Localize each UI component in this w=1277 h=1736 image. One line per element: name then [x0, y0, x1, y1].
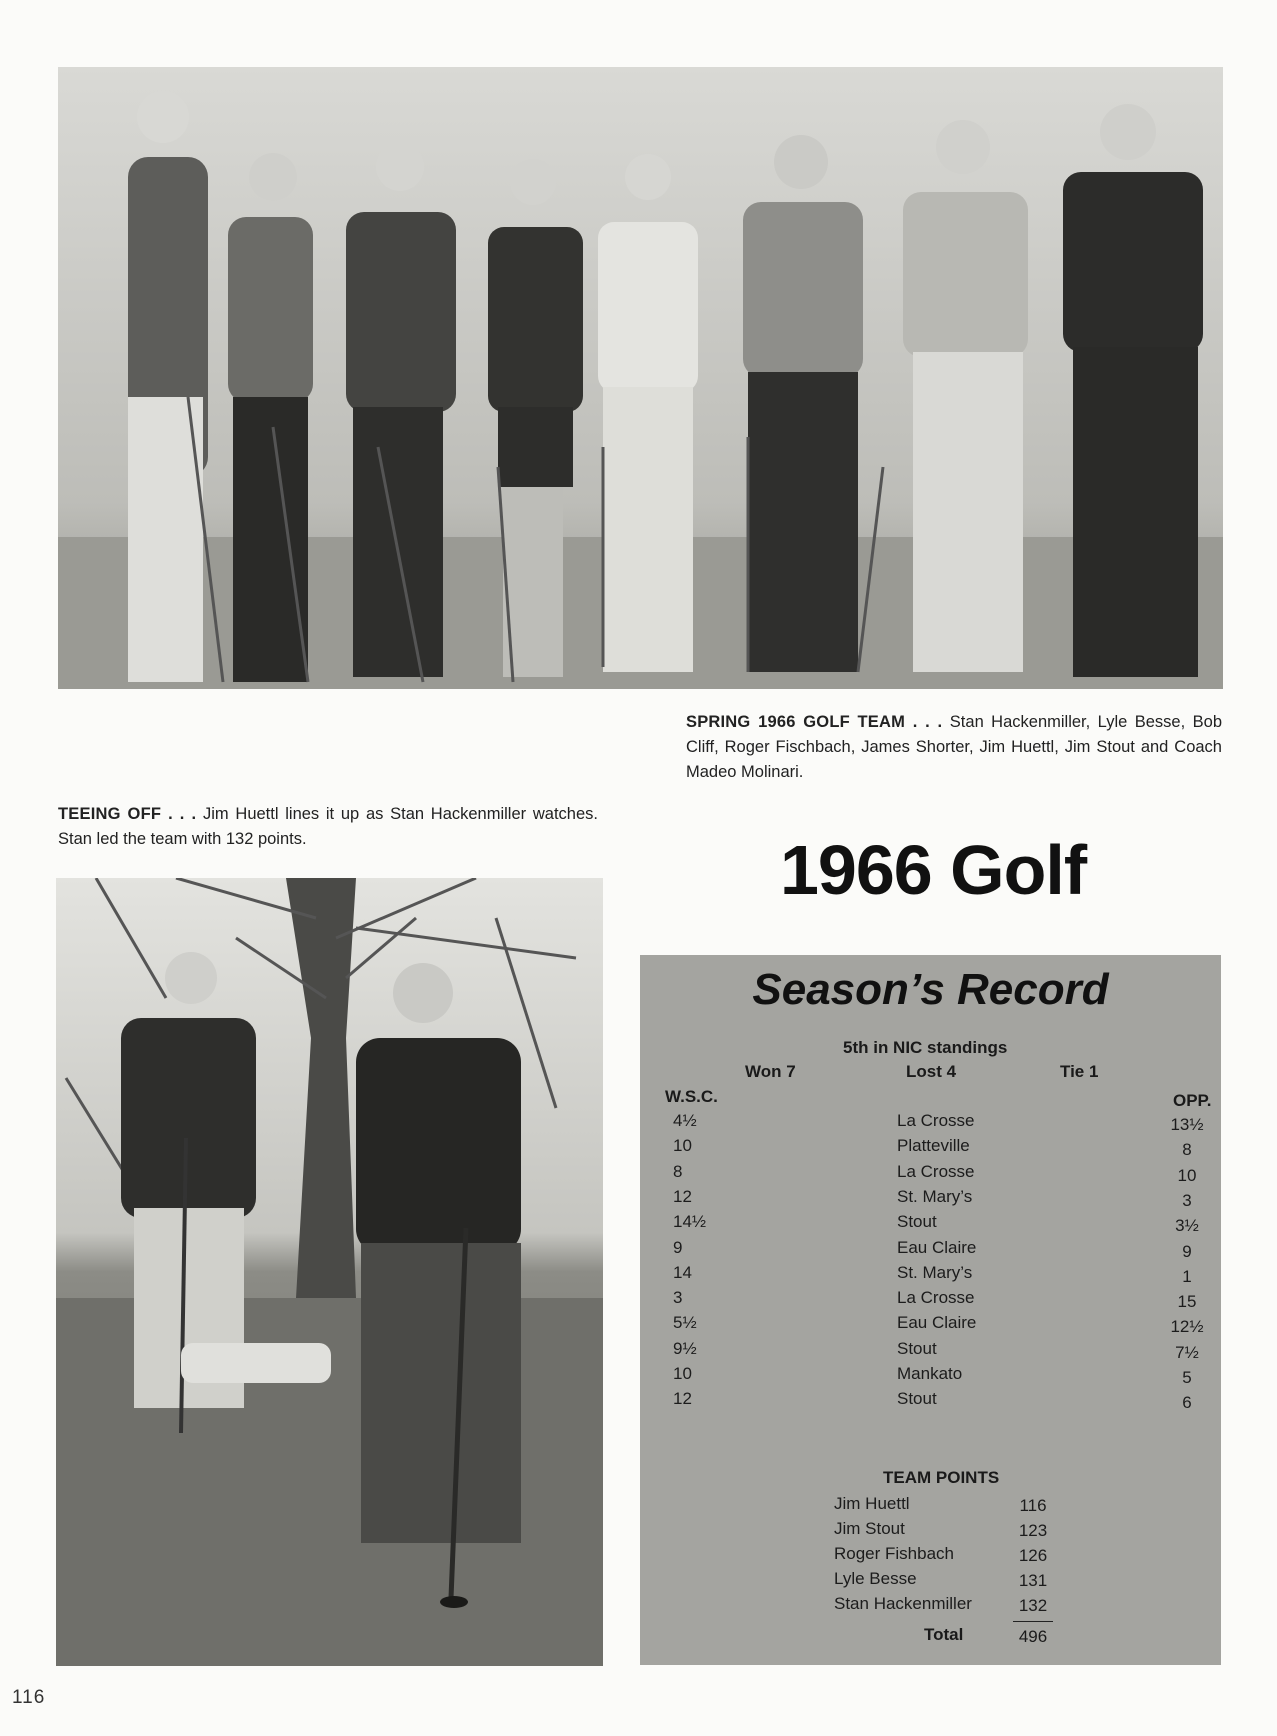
team-caption-lead: SPRING 1966 GOLF TEAM . . .	[686, 713, 943, 731]
match-row	[640, 1313, 1221, 1338]
wsc-score: 3	[673, 1288, 683, 1308]
team-points-row	[640, 1519, 1221, 1544]
opponent-name: St. Mary’s	[897, 1262, 973, 1282]
wsc-score: 12	[673, 1186, 692, 1206]
opponent-score: 5	[1182, 1368, 1192, 1387]
opp-header: OPP.	[1173, 1091, 1212, 1110]
opponent-score: 13½	[1170, 1115, 1204, 1134]
match-row	[640, 1263, 1221, 1288]
opponent-name: Eau Claire	[897, 1313, 977, 1333]
opponent-score: 12½	[1170, 1317, 1204, 1337]
opponent-score: 7½	[1175, 1342, 1199, 1362]
player-name: Jim Stout	[834, 1519, 905, 1538]
team-points-header: TEAM POINTS	[883, 1468, 1000, 1487]
wsc-score: 8	[673, 1161, 683, 1181]
opponent-name: Mankato	[897, 1364, 963, 1383]
wsc-score: 4½	[673, 1111, 697, 1130]
opponent-name: Stout	[897, 1212, 937, 1232]
opponent-name: La Crosse	[897, 1288, 975, 1308]
match-row	[640, 1238, 1221, 1263]
team-points-row	[640, 1494, 1221, 1519]
wsc-score: 5½	[673, 1313, 697, 1333]
tie-count: Tie 1	[1060, 1062, 1099, 1081]
wsc-header: W.S.C.	[665, 1087, 718, 1106]
tee-caption-lead: TEEING OFF . . .	[58, 805, 197, 823]
opponent-score: 3	[1182, 1190, 1192, 1210]
season-record-box	[640, 955, 1221, 1665]
opponent-name: La Crosse	[897, 1161, 975, 1181]
match-row	[640, 1288, 1221, 1313]
opponent-score: 1	[1182, 1266, 1192, 1286]
wsc-score: 14	[673, 1262, 692, 1282]
opponent-name: St. Mary’s	[897, 1186, 973, 1206]
team-photo	[58, 67, 1223, 689]
match-row	[640, 1136, 1221, 1161]
wsc-score: 14½	[673, 1212, 707, 1232]
match-row	[640, 1212, 1221, 1237]
page-number: 116	[12, 1687, 46, 1708]
record-title: Season’s Record	[752, 965, 1109, 1014]
match-row	[640, 1389, 1221, 1414]
teeing-off-caption	[58, 802, 598, 852]
opponent-name: Stout	[897, 1389, 937, 1409]
player-name: Lyle Besse	[834, 1569, 917, 1588]
opponent-name: Platteville	[897, 1136, 970, 1156]
player-name: Roger Fishbach	[834, 1544, 955, 1563]
match-row	[640, 1187, 1221, 1212]
won-count: Won 7	[745, 1062, 796, 1081]
match-row	[640, 1111, 1221, 1136]
match-row	[640, 1162, 1221, 1187]
total-label: Total	[924, 1625, 964, 1644]
wsc-score: 12	[673, 1389, 692, 1409]
wsc-score: 9	[673, 1237, 683, 1257]
tee-caption-body: Jim Huettl lines it up as Stan Hackenmiller watches. Stan led the team with 132 points.	[58, 805, 598, 848]
total-rule	[1013, 1621, 1053, 1622]
wsc-score: 10	[673, 1136, 692, 1156]
lost-count: Lost 4	[906, 1062, 957, 1081]
team-points-row	[640, 1569, 1221, 1594]
teeing-off-photo-illustration	[56, 878, 603, 1666]
opponent-name: La Crosse	[897, 1111, 975, 1130]
player-points: 132	[1018, 1596, 1048, 1615]
team-points-row	[640, 1544, 1221, 1569]
player-points: 131	[1018, 1571, 1048, 1590]
opponent-score: 10	[1177, 1165, 1197, 1185]
opponent-score: 6	[1182, 1393, 1192, 1413]
opponent-score: 3½	[1175, 1216, 1199, 1236]
wsc-score: 9½	[673, 1338, 697, 1358]
team-points-row	[640, 1594, 1221, 1619]
opponent-score: 9	[1182, 1241, 1192, 1261]
opponent-score: 8	[1182, 1140, 1192, 1160]
team-photo-caption	[686, 710, 1222, 785]
player-points: 126	[1018, 1546, 1048, 1565]
teeing-off-photo	[56, 878, 603, 1666]
opponent-name: Stout	[897, 1338, 937, 1358]
team-photo-illustration	[58, 67, 1223, 689]
player-name: Jim Huettl	[834, 1494, 910, 1513]
total-value: 496	[1018, 1627, 1048, 1646]
team-caption-body: Stan Hackenmiller, Lyle Besse, Bob Cliff, Roger Fischbach, James Shorter, Jim Huettl, Jim Stout and Coach Madeo Molinari.	[686, 713, 1222, 781]
player-points: 123	[1018, 1521, 1048, 1540]
match-row	[640, 1364, 1221, 1389]
standing-text: 5th in NIC standings	[843, 1038, 1008, 1057]
opponent-score: 15	[1177, 1292, 1197, 1312]
match-row	[640, 1339, 1221, 1364]
wsc-score: 10	[673, 1364, 692, 1383]
page-headline: 1966 Golf	[780, 831, 1087, 909]
opponent-name: Eau Claire	[897, 1237, 977, 1257]
player-name: Stan Hackenmiller	[834, 1594, 972, 1613]
player-points: 116	[1019, 1496, 1047, 1515]
